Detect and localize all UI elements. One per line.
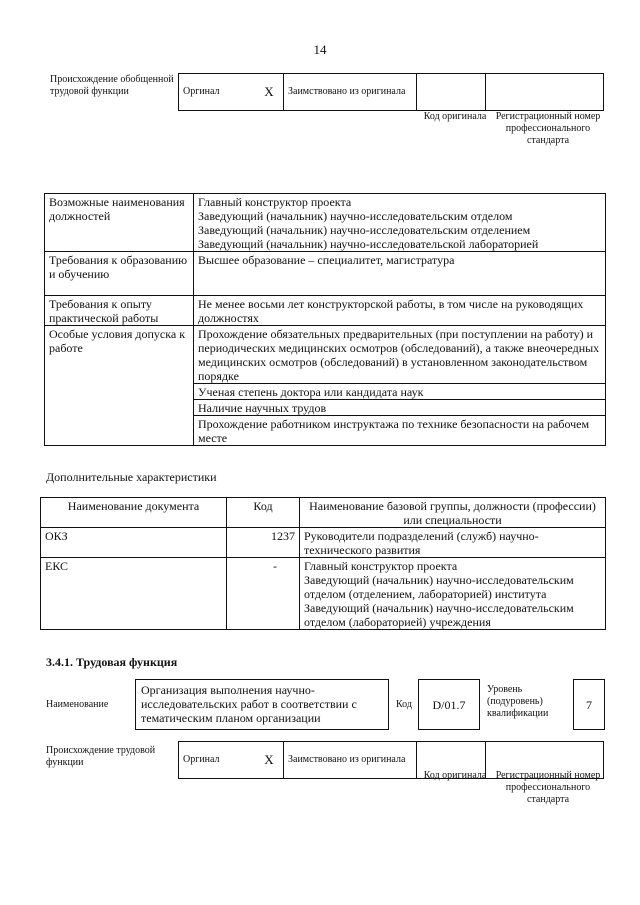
level-label: Уровень (подуровень) квалификации <box>487 684 549 719</box>
row-value <box>194 194 606 252</box>
function-code: D/01.7 <box>418 679 480 730</box>
borrowed-label: Заимствовано из оригинала <box>284 74 417 111</box>
table-row <box>45 296 606 326</box>
group-name: Руководители подразделений (служб) научно-технического развития <box>304 529 539 557</box>
group-name: Главный конструктор проекта <box>304 559 458 573</box>
table-row <box>45 194 606 252</box>
original-label: Оргинал <box>179 74 256 111</box>
origin-label: Происхождение обобщенной трудовой функции <box>50 74 174 97</box>
table-header-row <box>41 498 606 528</box>
table-row <box>45 252 606 296</box>
borrowed-label: Заимствовано из оригинала <box>284 742 417 779</box>
position-name: Заведующий (начальник) научно-исследовательским отделом <box>198 209 513 223</box>
table-row <box>41 558 606 630</box>
doc-cell: ОКЗ <box>41 528 227 558</box>
doc-cell: ЕКС <box>41 558 227 630</box>
names-cell <box>300 558 606 630</box>
section-heading: 3.4.1. Трудовая функция <box>46 655 178 669</box>
origin-table <box>178 73 604 111</box>
row-label: Возможные наименования должностей <box>45 194 194 252</box>
position-name: Заведующий (начальник) научно-исследовательской лабораторией <box>198 237 539 251</box>
origin-label: Происхождение трудовой функции <box>46 745 156 768</box>
row-value: Высшее образование – специалитет, магистратура <box>194 252 606 296</box>
row-value: Не менее восьми лет конструкторской работы, в том числе на руководящих должностях <box>194 296 606 326</box>
extra-title: Дополнительные характеристики <box>46 470 217 484</box>
group-name: Заведующий (начальник) научно-исследовательским отделом (лабораторией) учреждения <box>304 601 574 629</box>
name-label: Наименование <box>46 699 109 710</box>
code-cell: - <box>227 558 300 630</box>
extra-table <box>40 497 606 630</box>
header-names: Наименование базовой группы, должности (профессии) или специальности <box>300 498 606 528</box>
code-caption: Код оригинала <box>423 770 487 781</box>
code-cell: 1237 <box>227 528 300 558</box>
row-value: Ученая степень доктора или кандидата наук <box>194 384 606 400</box>
header-doc: Наименование документа <box>41 498 227 528</box>
row-value: Прохождение обязательных предварительных (при поступлении на работу) и периодических медицинских осмотров (обследований), а также внеочередных медицинских осмотров (обследований) в установленном законодательством порядке <box>194 326 606 384</box>
reg-caption: Регистрационный номер профессионального стандарта <box>495 770 601 805</box>
group-name: Заведующий (начальник) научно-исследовательским отделом (отделением, лабораторией) института <box>304 573 574 601</box>
row-label: Требования к опыту практической работы <box>45 296 194 326</box>
names-cell <box>300 528 606 558</box>
reg-caption: Регистрационный номер профессионального стандарта <box>495 111 601 146</box>
function-name: Организация выполнения научно-исследовательских работ в соответствии с тематическим планом организации <box>135 679 389 730</box>
original-code-cell <box>417 74 486 111</box>
page-number: 14 <box>313 42 327 57</box>
original-mark: X <box>255 742 284 779</box>
position-name: Заведующий (начальник) научно-исследовательским отделением <box>198 223 531 237</box>
level-value: 7 <box>573 679 605 730</box>
position-name: Главный конструктор проекта <box>198 195 352 209</box>
reg-number-cell <box>486 74 604 111</box>
original-label: Оргинал <box>179 742 256 779</box>
table-row <box>41 528 606 558</box>
code-caption: Код оригинала <box>423 111 487 122</box>
table-row <box>45 326 606 384</box>
general-table <box>44 193 606 446</box>
code-label: Код <box>396 699 412 710</box>
row-value: Наличие научных трудов <box>194 400 606 416</box>
original-mark: X <box>255 74 284 111</box>
row-label: Требования к образованию и обучению <box>45 252 194 296</box>
header-code: Код <box>227 498 300 528</box>
row-value: Прохождение работником инструктажа по технике безопасности на рабочем месте <box>194 416 606 446</box>
row-label: Особые условия допуска к работе <box>45 326 194 446</box>
